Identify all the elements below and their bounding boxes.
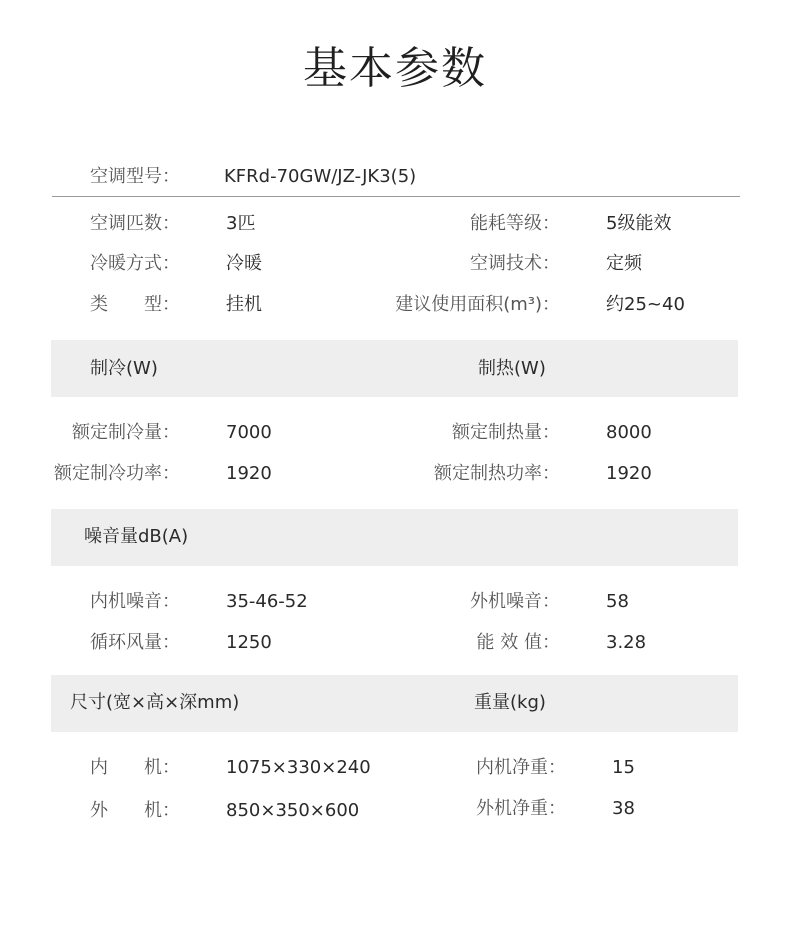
spec-label: 额定制冷功率： bbox=[54, 463, 180, 484]
spec-label: 空调技术： bbox=[470, 253, 560, 274]
spec-label: 内机净重： bbox=[476, 757, 566, 778]
spec-value: 约25~40 bbox=[606, 294, 685, 315]
spec-value: 5级能效 bbox=[606, 213, 672, 234]
spec-value: 7000 bbox=[226, 422, 272, 443]
spec-value: 15 bbox=[612, 757, 635, 778]
spec-label: 额定制冷量： bbox=[72, 422, 180, 443]
section-title-size: 尺寸(宽×高×深mm) bbox=[70, 692, 240, 713]
spec-label: 类 型： bbox=[90, 294, 180, 315]
section-title-cooling: 制冷(W) bbox=[90, 358, 158, 379]
spec-label: 内机噪音： bbox=[90, 591, 180, 612]
spec-label: 额定制热功率： bbox=[434, 463, 560, 484]
model-label: 空调型号： bbox=[90, 166, 180, 187]
spec-label: 能 效 值： bbox=[476, 632, 560, 653]
spec-value: 35-46-52 bbox=[226, 591, 308, 612]
spec-label: 建议使用面积(m³)： bbox=[395, 294, 560, 315]
spec-value: 3匹 bbox=[226, 213, 256, 234]
spec-label: 循环风量： bbox=[90, 632, 180, 653]
spec-label: 额定制热量： bbox=[452, 422, 560, 443]
spec-value: 58 bbox=[606, 591, 629, 612]
spec-value: 1920 bbox=[606, 463, 652, 484]
spec-value: 38 bbox=[612, 798, 635, 819]
spec-label: 空调匹数： bbox=[90, 213, 180, 234]
divider bbox=[52, 196, 740, 197]
spec-value: 1920 bbox=[226, 463, 272, 484]
spec-value: 3.28 bbox=[606, 632, 647, 653]
spec-label: 外机噪音： bbox=[470, 591, 560, 612]
spec-value: 冷暖 bbox=[226, 253, 262, 274]
spec-value: 8000 bbox=[606, 422, 652, 443]
spec-label: 能耗等级： bbox=[470, 213, 560, 234]
section-title-heating: 制热(W) bbox=[478, 358, 546, 379]
page-title: 基本参数 bbox=[303, 43, 487, 94]
spec-label: 外 机： bbox=[90, 800, 180, 821]
spec-label: 冷暖方式： bbox=[90, 253, 180, 274]
spec-value: 1075×330×240 bbox=[226, 757, 371, 778]
section-title-noise: 噪音量dB(A) bbox=[84, 526, 189, 547]
section-title-weight: 重量(kg) bbox=[474, 692, 546, 713]
model-value: KFRd-70GW/JZ-JK3(5) bbox=[224, 166, 417, 187]
spec-label: 内 机： bbox=[90, 757, 180, 778]
spec-value: 挂机 bbox=[226, 294, 262, 315]
spec-value: 定频 bbox=[606, 253, 642, 274]
spec-value: 1250 bbox=[226, 632, 272, 653]
spec-value: 850×350×600 bbox=[226, 800, 360, 821]
spec-label: 外机净重： bbox=[476, 798, 566, 819]
